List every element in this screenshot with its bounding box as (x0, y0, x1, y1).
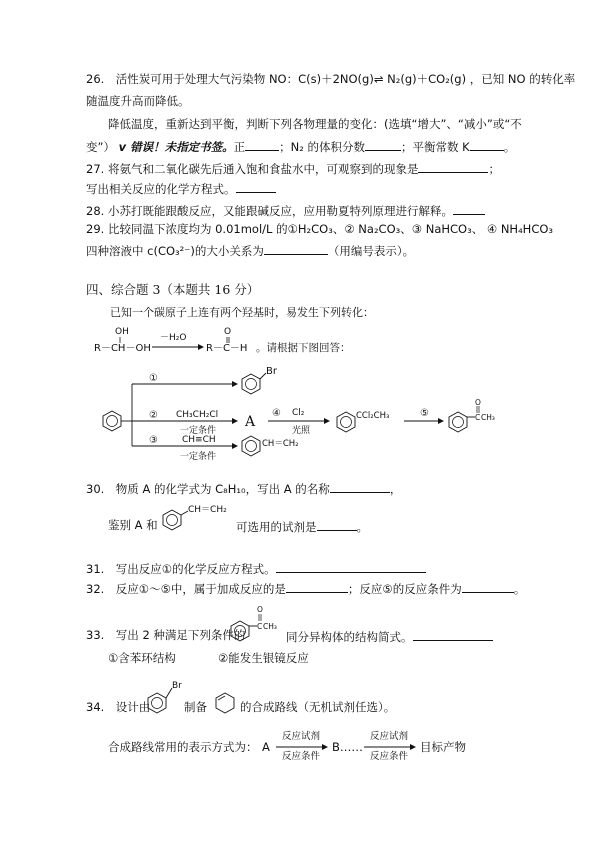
q28-text: 28. 小苏打既能跟酸反应，又能跟碱反应，应用勒夏特列原理进行解释。 (86, 204, 453, 218)
reagent-4: Cl₂ (292, 408, 305, 418)
q32-text-b: ；反应⑤的反应条件为 (347, 582, 462, 596)
br-label: Br (266, 366, 277, 377)
label-4: ④ (272, 408, 281, 419)
q34-line1-b: 制备 (184, 700, 207, 714)
q33-line1-b (286, 628, 493, 644)
compound-A: A (245, 414, 256, 430)
q27-text: 27. 将氨气和二氧化碳先后通入饱和食盐水中，可观察到的现象是 (86, 162, 419, 176)
q33-text-b: 同分异构体的结构简式。 (286, 630, 413, 644)
q26-text-b: 正 (233, 140, 246, 154)
styrene-label: CH＝CH₂ (262, 439, 299, 449)
route-target: 目标产物 (420, 740, 466, 754)
q31-blank[interactable] (276, 560, 426, 573)
q26-text-d: ；平衡常数 K (401, 140, 470, 154)
q33-cond2: ②能发生银镜反应 (218, 651, 309, 665)
q26-line1: 26. 活性炭可用于处理大气污染物 NO：C(s)＋2NO(g)⇌ N₂(g)＋CO₂(g) ，已知 NO 的转化率 (86, 72, 576, 86)
reagent-2: CH₃CH₂Cl (176, 410, 219, 420)
acetophenone-c: C (475, 413, 481, 422)
q32-text-c: 。 (513, 582, 526, 596)
q34-br: Br (172, 681, 182, 691)
q34-line1-a: 34. 设计由 (86, 700, 151, 714)
q26-bookmark-error: v 错误！未指定书签。 (118, 140, 234, 154)
reagent-3: CH≡CH (182, 435, 216, 445)
q33-blank[interactable] (413, 628, 493, 641)
q30-vinyl: CH＝CH₂ (188, 505, 227, 515)
q33-cond1: ①含苯环结构 (108, 651, 176, 665)
q26-line2: 随温度升高而降低。 (86, 94, 190, 108)
intro-r-left: R－CH－OH (94, 343, 151, 354)
q32-text-a: 32. 反应①～⑤中，属于加成反应的是 (86, 582, 286, 596)
route-reagent-2: 反应试剂 (370, 731, 409, 742)
q29-line1: 29. 比较同温下浓度均为 0.01mol/L 的①H₂CO₃、② Na₂CO₃、③ NaHCO₃、 ④ NH₄HCO₃ (86, 222, 554, 236)
dichloroethylbenzene (337, 412, 355, 432)
q33-line1-a: 33. 写出 2 种满足下列条件的 (86, 628, 246, 642)
route-arrowhead-2 (410, 744, 416, 750)
label-1: ① (149, 373, 158, 384)
q29-text-b: （用编号表示）。 (327, 244, 415, 258)
section4-title: 四、综合题 3（本题共 16 分） (86, 282, 260, 297)
route-condition: 反应条件 (282, 751, 321, 762)
route-reagent: 反应试剂 (282, 731, 321, 742)
intro-product: R－C－H (206, 343, 248, 354)
q33-ch3: CH₃ (263, 622, 277, 631)
bromobenzene (242, 373, 266, 394)
q32-line1 (86, 580, 525, 596)
arrowhead-1 (232, 381, 238, 387)
cond-4: 光照 (292, 426, 311, 436)
q29-text-a: 四种溶液中 c(CO₃²⁻)的大小关系为 (86, 244, 264, 258)
intro-minus-water: －H₂O (160, 333, 187, 343)
label-3: ③ (149, 435, 158, 446)
q30-blank-1[interactable] (330, 480, 390, 493)
q26-text-a: 变”） (86, 140, 115, 154)
intro-line1: 已知一个碳原子上连有两个羟基时，易发生下列转化： (110, 306, 374, 319)
q31-line1 (86, 560, 426, 576)
q30-line1 (86, 480, 401, 496)
q27-text-end: ； (488, 162, 500, 176)
label-2: ② (149, 410, 158, 421)
q26-text-e: 。 (503, 140, 516, 154)
route-condition-2: 反应条件 (370, 751, 409, 762)
q34-cyclohexene (216, 693, 234, 713)
cond-3: 一定条件 (180, 452, 217, 462)
route-a: A (262, 740, 270, 754)
acetophenone-o: O (475, 398, 481, 407)
arrowhead-3 (232, 443, 238, 449)
label-5: ⑤ (420, 408, 429, 419)
intro-tail: 。请根据下图回答： (256, 342, 351, 354)
q31-text: 31. 写出反应①的化学反应方程式。 (86, 562, 276, 576)
intro-oh-top: OH (115, 327, 129, 337)
q30-text-d: 。 (356, 520, 368, 534)
q32-blank-1[interactable] (286, 580, 348, 593)
q34-bromobenzene (148, 688, 172, 713)
q30-blank-2[interactable] (317, 518, 357, 531)
q30-line2-a: 鉴别 A 和 (108, 518, 158, 532)
intro-o-top: O (224, 327, 232, 337)
cond-2: 一定条件 (180, 426, 217, 436)
q33-c: C (257, 622, 263, 631)
q34-line1-c: 的合成路线（无机试剂任选）。 (240, 700, 396, 714)
q30-text-b: ， (389, 482, 402, 496)
q30-text-c: 可选用的试剂是 (236, 520, 317, 534)
benzene-start (103, 411, 121, 431)
route-b: B…… (332, 740, 363, 754)
arrowhead-4 (324, 418, 330, 424)
q30-styrene (163, 510, 188, 530)
arrowhead-5 (438, 418, 444, 424)
q27-text-2: 写出相关反应的化学方程式。 (86, 182, 236, 196)
ccl2-label: CCl₂CH₃ (356, 411, 390, 421)
route-arrowhead-1 (322, 744, 328, 750)
styrene (242, 436, 260, 456)
route-lead: 合成路线常用的表示方式为： (108, 740, 258, 754)
q30-text-a: 30. 物质 A 的化学式为 C₈H₁₀，写出 A 的名称 (86, 482, 330, 496)
q26-text-c: ；N₂ 的体积分数 (279, 140, 365, 154)
q26-line3: 降低温度，重新达到平衡，判断下列各物理量的变化：(选填“增大”、“减小”或“不 (108, 117, 522, 131)
q30-line2-b (236, 518, 368, 534)
q33-o: O (257, 605, 263, 614)
q32-blank-2[interactable] (462, 580, 514, 593)
arrowhead-2 (232, 418, 238, 424)
acetophenone-ch3: CH₃ (481, 413, 495, 422)
intro-arrowhead (198, 344, 204, 350)
